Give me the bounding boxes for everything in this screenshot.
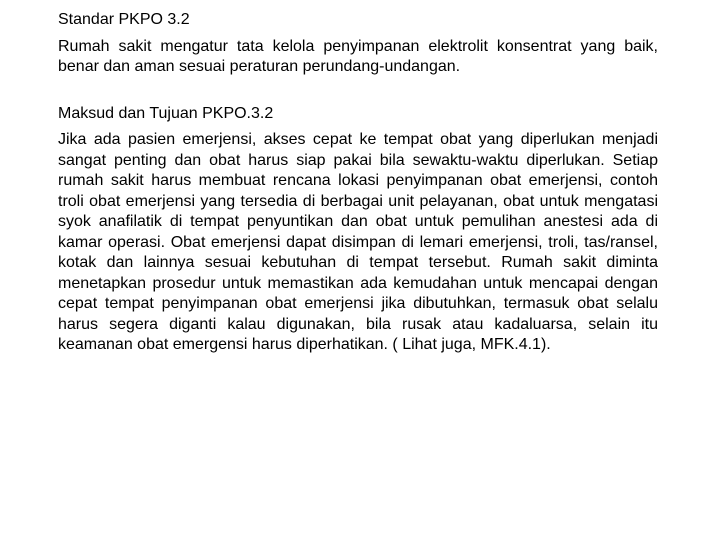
purpose-title: Maksud dan Tujuan PKPO.3.2 [58,104,274,122]
document-page [58,10,658,356]
purpose-text: Jika ada pasien emerjensi, akses cepat ke tempat obat yang diperlukan menjadi sangat penting dan obat harus siap pakai bila sewaktu-waktu diperlukan. Setiap rumah sakit harus membuat rencana lokasi penyimpanan obat emerjensi, contoh troli obat emerjensi yang tersedia di berbagai unit pelayanan, obat untuk mengatasi syok anafilatik di tempat penyuntikan dan obat untuk pemulihan anestesi ada di kamar operasi. Obat emerjensi dapat disimpan di lemari emerjensi, troli, tas/ransel, kotak dan lainnya sesuai kebutuhan di tempat tersebut. Rumah sakit diminta menetapkan prosedur untuk memastikan ada kemudahan untuk mencapai dengan cepat tempat penyimpanan obat emerjensi jika dibutuhkan, termasuk obat selalu harus segera diganti kalau digunakan, bila rusak atau kadaluarsa, selain itu keamanan obat emergensi harus diperhatikan. ( Lihat juga, MFK.4.1). [58,131,658,353]
standard-text: Rumah sakit mengatur tata kelola penyimpanan elektrolit konsentrat yang baik, benar dan aman sesuai peraturan perundang-undangan. [58,37,658,75]
standard-title: Standar PKPO 3.2 [58,11,190,28]
